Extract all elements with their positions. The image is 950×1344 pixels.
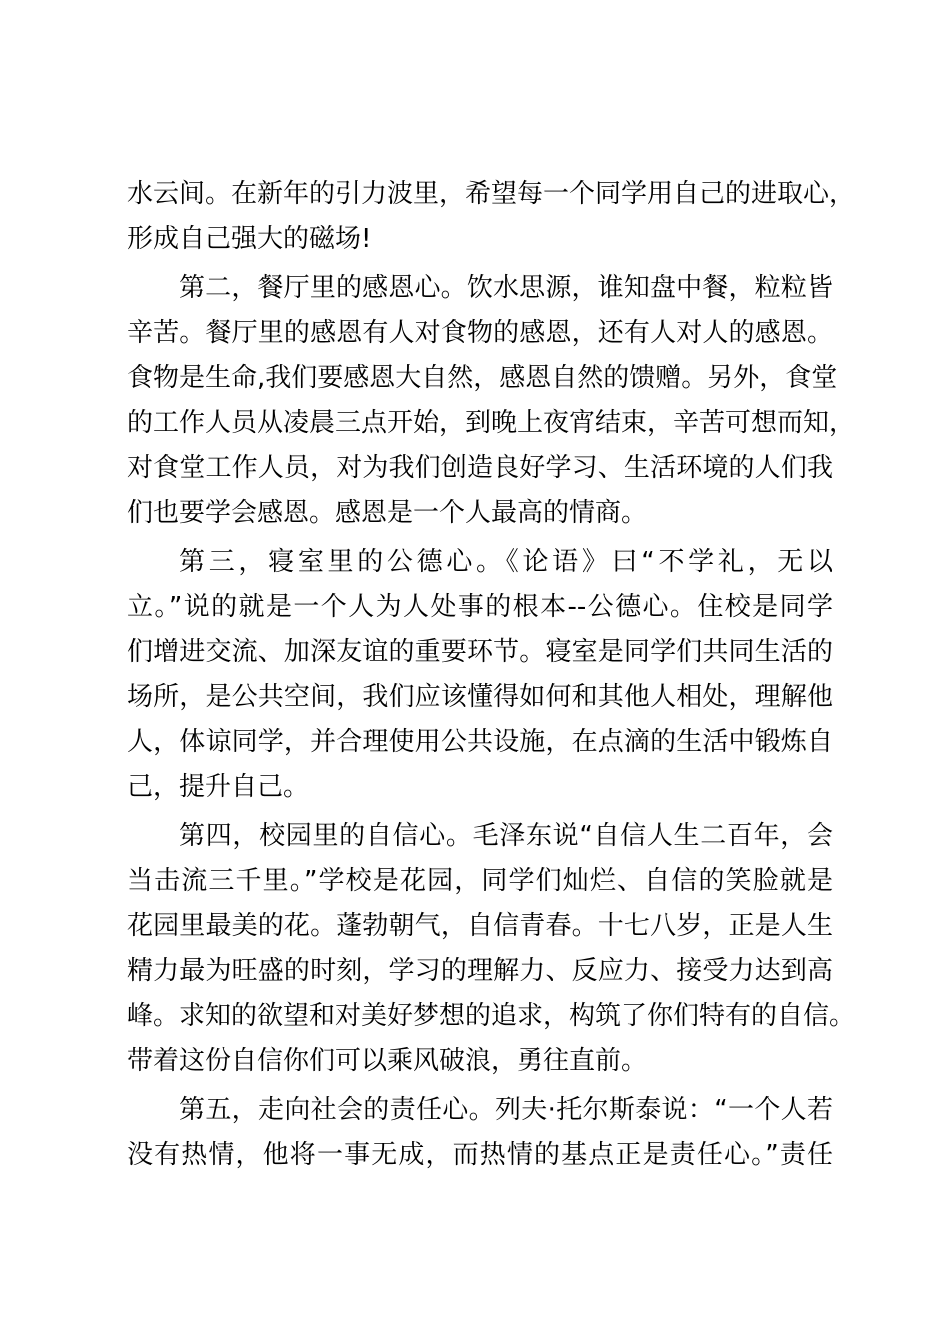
text-line: 的工作人员从凌晨三点开始，到晚上夜宵结束，辛苦可想而知， xyxy=(127,408,856,438)
text-line: 第五，走向社会的责任心。列夫·托尔斯泰说：“一个人若 xyxy=(179,1095,833,1125)
text-line: 带着这份自信你们可以乘风破浪，勇往直前。 xyxy=(127,1046,648,1076)
text-line: 场所，是公共空间，我们应该懂得如何和其他人相处，理解他 xyxy=(127,682,833,712)
text-line: 辛苦。餐厅里的感恩有人对食物的感恩，还有人对人的感恩。 xyxy=(127,318,833,348)
text-line: 己，提升自己。 xyxy=(127,772,310,802)
text-line: 人，体谅同学，并合理使用公共设施，在点滴的生活中锻炼自 xyxy=(127,727,833,757)
text-line: 形成自己强大的磁场! xyxy=(127,224,372,254)
text-line: 食物是生命,我们要感恩大自然，感恩自然的馈赠。另外，食堂 xyxy=(127,363,838,393)
text-line: 峰。求知的欲望和对美好梦想的追求，构筑了你们特有的自信。 xyxy=(127,1001,856,1031)
text-line: 精力最为旺盛的时刻，学习的理解力、反应力、接受力达到高 xyxy=(127,956,833,986)
text-line: 们也要学会感恩。感恩是一个人最高的情商。 xyxy=(127,498,648,528)
text-line: 对食堂工作人员，对为我们创造良好学习、生活环境的人们我 xyxy=(127,453,833,483)
text-line: 没有热情，他将一事无成，而热情的基点正是责任心。”责任 xyxy=(127,1140,833,1170)
text-line: 当击流三千里。”学校是花园，同学们灿烂、自信的笑脸就是 xyxy=(127,866,833,896)
paragraph-1 xyxy=(127,172,856,262)
text-line: 第二，餐厅里的感恩心。饮水思源，谁知盘中餐，粒粒皆 xyxy=(179,273,833,303)
text-line: 立。”说的就是一个人为人处事的根本--公德心。住校是同学 xyxy=(127,592,833,622)
text-line: 第四，校园里的自信心。毛泽东说“自信人生二百年，会 xyxy=(179,821,833,851)
text-line: 水云间。在新年的引力波里，希望每一个同学用自己的进取心， xyxy=(127,179,856,209)
text-line: 花园里最美的花。蓬勃朝气，自信青春。十七八岁，正是人生 xyxy=(127,911,833,941)
paragraph-2 xyxy=(127,266,856,536)
paragraph-4 xyxy=(127,814,856,1084)
document-page xyxy=(127,172,856,1182)
paragraph-3 xyxy=(127,540,833,810)
text-line: 第三，寝室里的公德心。《论语》曰“不学礼，无以 xyxy=(179,547,833,577)
paragraph-5 xyxy=(127,1088,833,1178)
text-line: 们增进交流、加深友谊的重要环节。寝室是同学们共同生活的 xyxy=(127,637,833,667)
